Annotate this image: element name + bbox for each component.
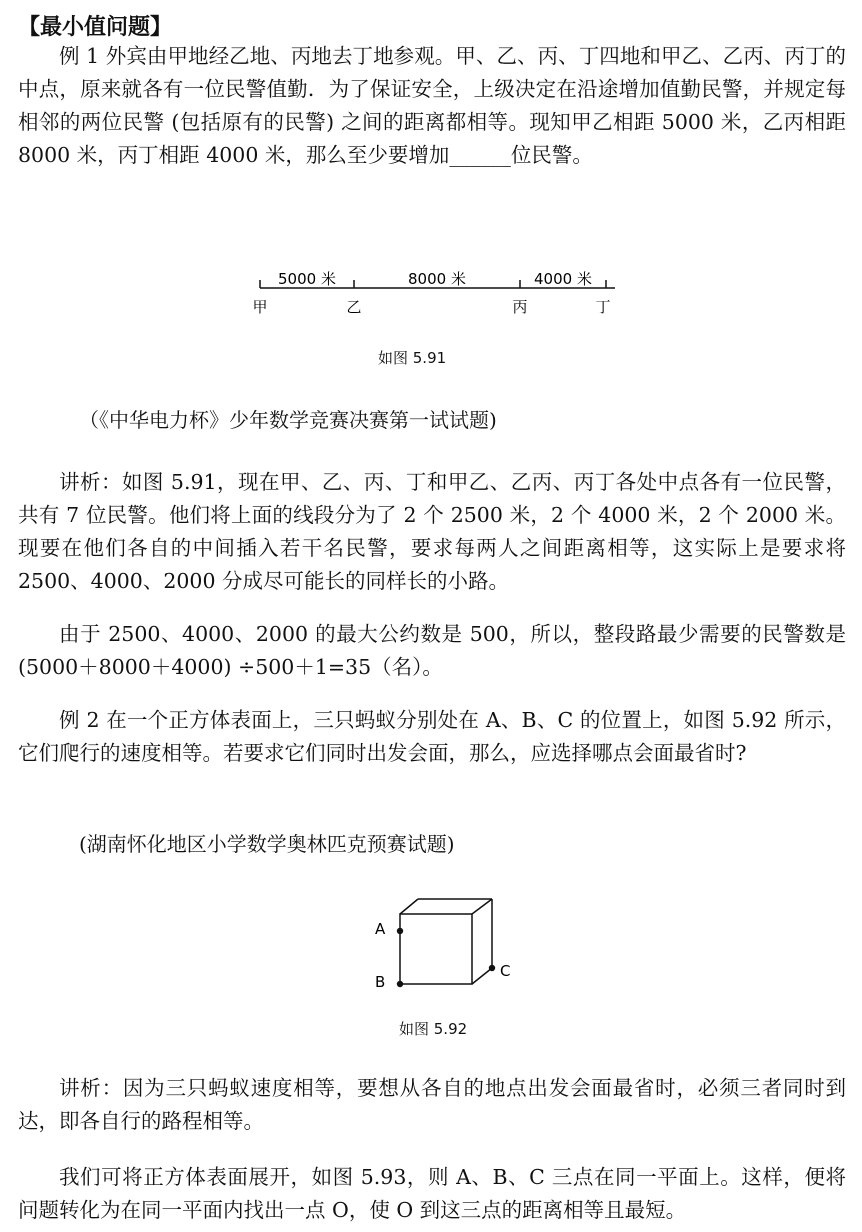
analysis2-paragraph-2: 我们可将正方体表面展开，如图 5.93，则 A、B、C 三点在同一平面上。这样，便将问题转化为在同一平面内找出一点 O，使 O 到这三点的距离相等且最短。 (18, 1165, 846, 1222)
figure-5-91-diagram (245, 262, 625, 322)
segment-label-2: 8000 米 (408, 270, 466, 288)
figure-5-92-cube (360, 890, 530, 1000)
ant-b-point (397, 981, 403, 987)
point-label-ding: 丁 (595, 298, 611, 316)
segment-label-3: 4000 米 (534, 270, 592, 288)
label-a: A (375, 920, 386, 938)
figure-5-92-caption: 如图 5.92 (399, 1020, 468, 1038)
ant-c-point (489, 965, 495, 971)
label-c: C (500, 962, 511, 980)
segment-label-1: 5000 米 (278, 270, 336, 288)
example2-text: 例 2 在一个正方体表面上，三只蚂蚁分别处在 A、B、C 的位置上，如图 5.92 所示，它们爬行的速度相等。若要求它们同时出发会面，那么，应选择哪点会面最省时? (18, 708, 846, 765)
point-label-yi: 乙 (346, 298, 362, 316)
analysis2-paragraph-1: 讲析：因为三只蚂蚁速度相等，要想从各自的地点出发会面最省时，必须三者同时到达，即各自行的路程相等。 (18, 1076, 846, 1133)
label-b: B (375, 973, 386, 991)
ant-a-point (397, 928, 403, 934)
figure-5-91-caption: 如图 5.91 (378, 349, 447, 367)
analysis1-paragraph-2: 由于 2500、4000、2000 的最大公约数是 500，所以，整段路最少需要的民警数是 (5000＋8000＋4000) ÷500＋1=35（名）。 (18, 622, 846, 679)
example1-text: 例 1 外宾由甲地经乙地、丙地去丁地参观。甲、乙、丙、丁四地和甲乙、乙丙、丙丁的中点，原来就各有一位民警值勤．为了保证安全，上级决定在沿途增加值勤民警，并规定每相邻的两位民警 (包括原有的民警) 之间的距离都相等。现知甲乙相距 5000 米，乙丙相距 8000 米，丙丁相距 4000 米，那么至少要增加______位民警。 (18, 44, 846, 167)
section-title: 【最小值问题】 (18, 15, 173, 40)
point-label-bing: 丙 (512, 298, 528, 316)
example1-source: （《中华电力杯》少年数学竞赛决赛第一试试题) (79, 408, 497, 432)
example2-source: (湖南怀化地区小学数学奥林匹克预赛试题) (79, 832, 455, 856)
analysis1-paragraph-1: 讲析：如图 5.91，现在甲、乙、丙、丁和甲乙、乙丙、丙丁各处中点各有一位民警，共有 7 位民警。他们将上面的线段分为了 2 个 2500 米，2 个 4000 米，2 个 2000 米。现要在他们各自的中间插入若干名民警，要求每两人之间距离相等，这实际上是要求将 2500、4000、2000 分成尽可能长的同样长的小路。 (18, 470, 846, 593)
point-label-jia: 甲 (252, 298, 268, 316)
